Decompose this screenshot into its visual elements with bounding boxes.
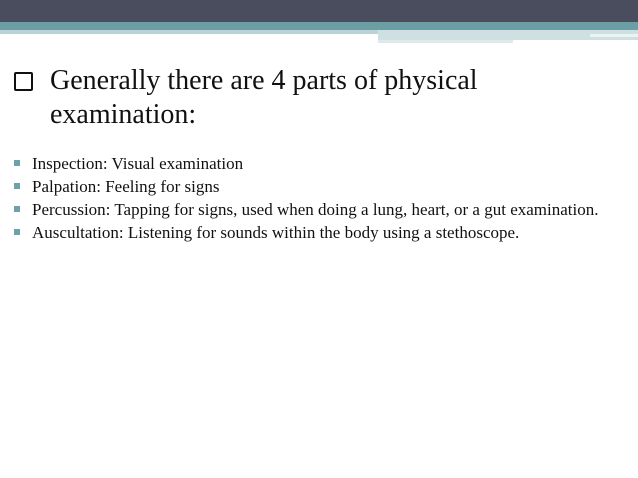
- bullet-text-auscultation: Auscultation: Listening for sounds within the body using a stethoscope.: [32, 223, 520, 242]
- header-band-teal: [0, 22, 638, 30]
- square-bullet-icon: [14, 206, 20, 212]
- list-item: [14, 198, 614, 221]
- checkbox-icon: [14, 72, 33, 91]
- list-item: [14, 221, 614, 244]
- list-item: [14, 152, 614, 175]
- header-band-dark: [0, 0, 638, 22]
- header-accent-highlight: [590, 34, 638, 37]
- bullet-text-palpation: Palpation: Feeling for signs: [32, 177, 220, 196]
- header-accent-line: [378, 40, 513, 43]
- square-bullet-icon: [14, 160, 20, 166]
- bullet-text-inspection: Inspection: Visual examination: [32, 154, 244, 173]
- list-item: [14, 175, 614, 198]
- bullet-list: [14, 152, 614, 244]
- square-bullet-icon: [14, 183, 20, 189]
- bullet-text-percussion: Percussion: Tapping for signs, used when doing a lung, heart, or a gut examination.: [32, 200, 599, 219]
- heading-text: Generally there are 4 parts of physical examination:: [50, 65, 478, 130]
- slide-heading: [14, 64, 604, 132]
- square-bullet-icon: [14, 229, 20, 235]
